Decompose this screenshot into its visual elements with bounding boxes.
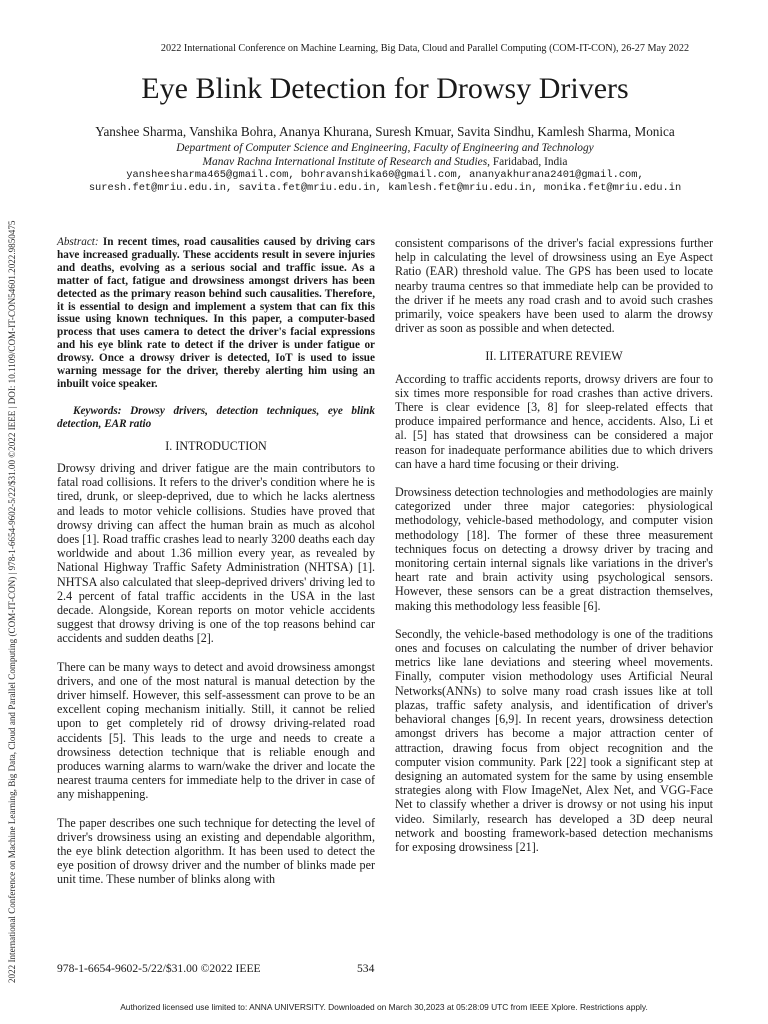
page-number: 534 bbox=[357, 962, 375, 975]
author-emails-line-2: suresh.fet@mriu.edu.in, savita.fet@mriu.edu.in, kamlesh.fet@mriu.edu.in, monika.fet@mriu.edu.in bbox=[88, 182, 682, 194]
intro-paragraph-4: consistent comparisons of the driver's facial expressions further help in calculating the level of drowsiness using an Eye Aspect Ratio (EAR) threshold value. The GPS has been used to locate nearby trauma centres so that immediate help can be provided to the driver if he meets any road crash and to avoid such crashes primarily, voice speakers have been used to alarm the drowsy driver as soon as possible and when detected. bbox=[395, 236, 713, 336]
intro-paragraph-2: There can be many ways to detect and avoid drowsiness amongst drivers, and one of the most natural is manual detection by the driver himself. However, this self-assessment can prove to be an excellent coping mechanism initially. Still, it cannot be relied upon to get completely rid of drowsy driving-related road accidents [5]. This leads to the urge and needs to create a drowsiness detection technique that is reliable enough and produces warning alarms to warn/wake the driver and locate the nearest trauma centers for immediate help to the driver in case of any mishappening. bbox=[57, 659, 375, 802]
intro-paragraph-3: The paper describes one such technique for detecting the level of driver's drowsiness using an existing and dependable algorithm, the eye blink detection algorithm. It has been used to detect the eye position of drowsy driver and the number of blinks made per unit time. These number of blinks along with bbox=[57, 815, 375, 887]
right-column bbox=[395, 236, 713, 854]
institute-name: Manav Rachna International Institute of Research and Studies, bbox=[202, 156, 490, 168]
literature-paragraph-1: According to traffic accidents reports, drowsy drivers are four to six times more responsible for road crashes than active drivers. There is clear evidence [3, 8] for sleep-related effects that produce impaired performance and hence, accidents. Also, Li et al. [5] has stated that drowsiness can be considered a major reason for inadequate performance abilities due to which drivers can have a hard time focusing or their driving. bbox=[395, 371, 713, 471]
side-copyright-text: 2022 International Conference on Machine Learning, Big Data, Cloud and Parallel Computing (COM-IT-CON) | 978-1-6654-9602-5/22/$31.00 ©2022 IEEE | DOI: 10.1109/COM-IT-CON54601.2022.9850475 bbox=[7, 220, 17, 983]
literature-paragraph-2: Drowsiness detection technologies and methodologies are mainly categorized under three major categories: physiological methodology, vehicle-based methodology, and computer vision methodology [18]. The former of these three measurement techniques focus on detecting a drowsy driver by tracing and monitoring certain internal signals like variations in the driver's heart rate and brain activity using psychological sensors. However, these sensors can be a great distraction themselves, making this methodology less feasible [6]. bbox=[395, 485, 713, 613]
section-heading-introduction: I. INTRODUCTION bbox=[165, 438, 267, 453]
left-column bbox=[57, 236, 375, 887]
keywords: Keywords: Drowsy drivers, detection techniques, eye blink detection, EAR ratio bbox=[57, 404, 375, 430]
literature-paragraph-3: Secondly, the vehicle-based methodology is one of the traditions ones and focuses on calculating the number of driver behavior metrics like lane deviations and steering wheel movements. Finally, computer vision methodology uses Artificial Neural Networks(ANNs) to solve many road crash issues like at toll plazas, traffic safety analysis, and identification of driver's behavioral changes [6,9]. In recent years, drowsiness detection amongst drivers has become a major attraction center of attraction, drawing focus from object recognition and the computer vision community. Park [22] took a significant step at designing an automated system for the same by using ensemble strategies along with Flow ImageNet, Alex Net, and VGG-Face Net to classify whether a driver is drowsy or not using his input video. Similarly, research has developed a 3D deep neural network and boosting framework-based detection mechanisms for exposing drowsiness [21]. bbox=[395, 626, 713, 854]
license-notice: Authorized licensed use limited to: ANNA UNIVERSITY. Downloaded on March 30,2023 at 05:28:09 UTC from IEEE Xplore. Restrictions apply. bbox=[120, 1002, 648, 1012]
institute-place: Faridabad, India bbox=[489, 156, 568, 168]
abstract bbox=[57, 236, 375, 391]
abstract-label: Abstract: bbox=[57, 236, 99, 248]
paper-title: Eye Blink Detection for Drowsy Drivers bbox=[141, 72, 629, 105]
abstract-text: In recent times, road causalities caused by driving cars have increased gradually. These accidents result in severe injuries and deaths, evolving as a serious social and traffic issue. As a matter of fact, fatigue and drowsiness amongst drivers has been detected as the primary reason behind such causalities. Therefore, it is essential to design and implement a system that can fix this issue using known techniques. In this paper, a computer-based process that uses camera to detect the driver's facial expressions and his eye blink rate to detect if the driver is under fatigue or drowsy. Once a drowsy driver is detected, IoT is used to issue warning message for the driver, thereby alerting him using an inbuilt voice speaker. bbox=[57, 236, 375, 390]
section-heading-literature-review: II. LITERATURE REVIEW bbox=[485, 349, 623, 364]
affiliation-institute bbox=[40, 156, 730, 168]
conference-header: 2022 International Conference on Machine Learning, Big Data, Cloud and Parallel Computing (COM-IT-CON), 26-27 May 2022 bbox=[160, 43, 690, 54]
affiliation-department: Department of Computer Science and Engineering, Faculty of Engineering and Technology bbox=[176, 142, 594, 154]
footer-isbn: 978-1-6654-9602-5/22/$31.00 ©2022 IEEE bbox=[57, 962, 261, 975]
author-list: Yanshee Sharma, Vanshika Bohra, Ananya Khurana, Suresh Kmuar, Savita Sindhu, Kamlesh Sharma, Monica bbox=[95, 124, 675, 139]
author-emails-line-1: yansheesharma465@gmail.com, bohravanshika60@gmail.com, ananyakhurana2401@gmail.com, bbox=[126, 169, 644, 181]
intro-paragraph-1: Drowsy driving and driver fatigue are the main contributors to fatal road collisions. It refers to the driver's condition where he is tired, drunk, or sleep-deprived, due to which he lacks alertness and leads to motor vehicle collisions. Studies have proved that drowsy driving can affect the human brain as much as alcohol does [1]. Road traffic crashes lead to nearly 3200 deaths each day worldwide and about 1.36 million every year, as revealed by National Highway Traffic Safety Administration (NHTSA) [1]. NHTSA also calculated that sleep-deprived drivers' driving led to 2.4 percent of fatal traffic accidents in the USA in the last decade. Alongside, Korean reports on motor vehicle accidents suggest that drowsy driving is one of the top reasons behind car accidents and sudden deaths [2]. bbox=[57, 460, 375, 646]
